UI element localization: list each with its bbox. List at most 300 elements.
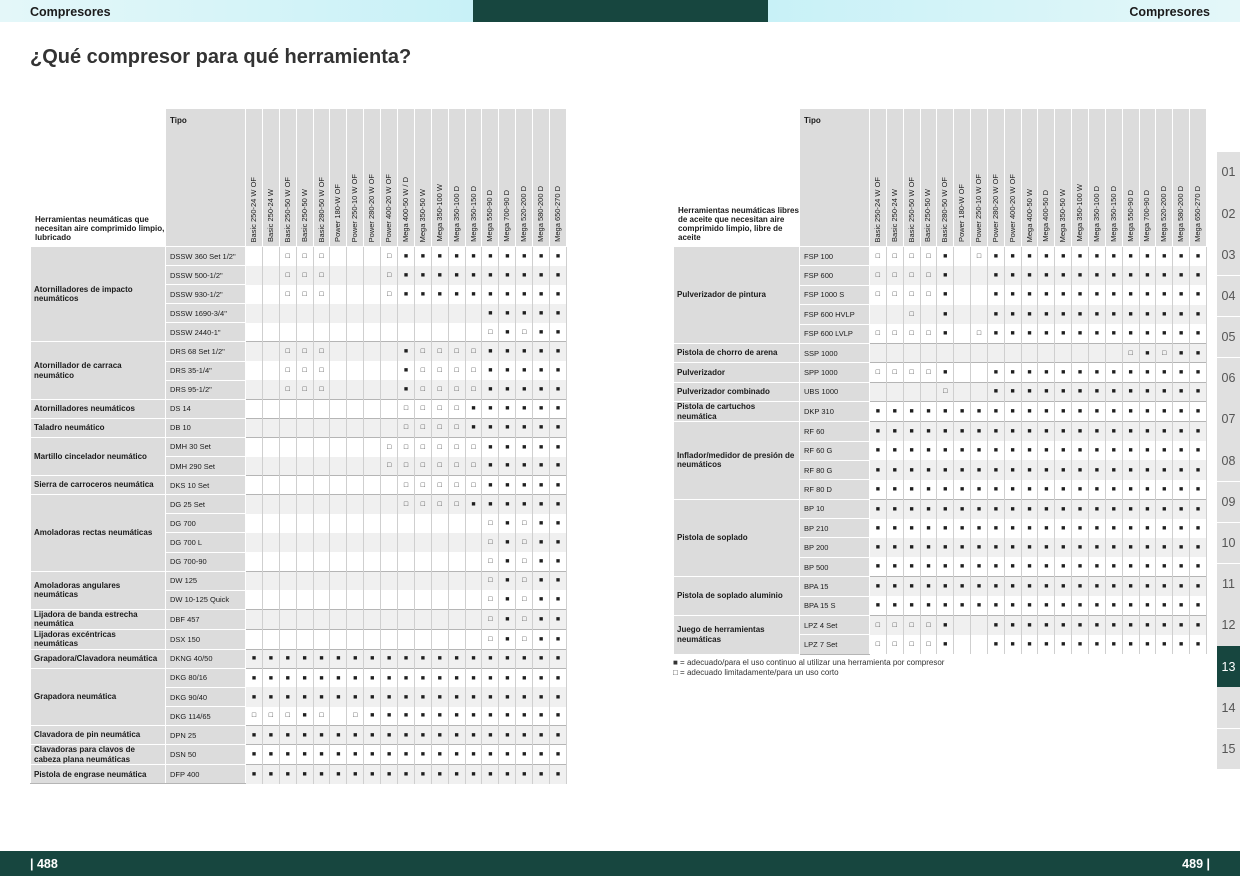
legend-full: ■ = adecuado/para el uso continuo al utilizar una herramienta por compresor — [673, 658, 945, 667]
empty-cell — [279, 418, 296, 437]
legend-empty: □ = adecuado limitadamente/para un uso corto — [673, 668, 839, 677]
suitable-full-mark: ■ — [448, 649, 465, 668]
suitable-full-mark: ■ — [903, 402, 920, 422]
suitable-full-mark: ■ — [499, 609, 516, 629]
suitable-full-mark: ■ — [1055, 402, 1072, 422]
suitable-full-mark: ■ — [1173, 343, 1190, 362]
suitable-full-mark: ■ — [1139, 596, 1156, 615]
suitable-full-mark: ■ — [330, 649, 347, 668]
empty-cell — [262, 514, 279, 533]
suitable-full-mark: ■ — [414, 285, 431, 304]
chapter-tab-13[interactable]: 13 — [1217, 646, 1240, 687]
empty-cell — [364, 437, 381, 456]
suitable-full-mark: ■ — [1156, 616, 1173, 635]
table-corner-label: Herramientas neumáticas que necesitan aire comprimido limpio, lubricado — [31, 109, 166, 247]
suitable-full-mark: ■ — [550, 514, 567, 533]
suitable-limited-mark: □ — [431, 399, 448, 418]
suitable-full-mark: ■ — [1088, 422, 1105, 441]
empty-cell — [330, 514, 347, 533]
suitable-full-mark: ■ — [550, 304, 567, 323]
suitable-full-mark: ■ — [886, 460, 903, 479]
empty-cell — [313, 476, 330, 495]
suitable-full-mark: ■ — [448, 668, 465, 687]
suitable-full-mark: ■ — [398, 687, 415, 706]
empty-cell — [279, 476, 296, 495]
suitable-full-mark: ■ — [414, 247, 431, 266]
suitable-full-mark: ■ — [971, 596, 988, 615]
tool-type: RF 80 D — [800, 480, 870, 499]
empty-cell — [313, 552, 330, 571]
empty-cell — [954, 343, 971, 362]
chapter-tab-09[interactable]: 09 — [1217, 482, 1240, 523]
suitable-full-mark: ■ — [516, 399, 533, 418]
suitable-full-mark: ■ — [431, 707, 448, 726]
empty-cell — [870, 305, 887, 324]
suitable-full-mark: ■ — [499, 687, 516, 706]
empty-cell — [364, 361, 381, 380]
suitable-full-mark: ■ — [381, 668, 398, 687]
suitable-full-mark: ■ — [1004, 402, 1021, 422]
suitable-limited-mark: □ — [279, 266, 296, 285]
empty-cell — [347, 514, 364, 533]
column-header-label: Power 280-20 W OF — [990, 173, 1000, 242]
suitable-full-mark: ■ — [987, 305, 1004, 324]
suitable-full-mark: ■ — [364, 726, 381, 745]
suitable-full-mark: ■ — [465, 399, 482, 418]
suitable-limited-mark: □ — [279, 247, 296, 266]
suitable-full-mark: ■ — [499, 649, 516, 668]
suitable-full-mark: ■ — [313, 726, 330, 745]
suitable-full-mark: ■ — [465, 668, 482, 687]
empty-cell — [364, 266, 381, 285]
suitable-full-mark: ■ — [262, 668, 279, 687]
suitable-full-mark: ■ — [313, 649, 330, 668]
suitable-limited-mark: □ — [448, 418, 465, 437]
empty-cell — [448, 533, 465, 552]
empty-cell — [347, 552, 364, 571]
suitable-full-mark: ■ — [482, 399, 499, 418]
empty-cell — [364, 342, 381, 361]
suitable-full-mark: ■ — [516, 342, 533, 361]
suitable-limited-mark: □ — [971, 247, 988, 266]
column-header — [937, 109, 954, 247]
suitable-full-mark: ■ — [1122, 480, 1139, 499]
chapter-tab-15[interactable]: 15 — [1217, 729, 1240, 770]
suitable-full-mark: ■ — [448, 745, 465, 765]
tool-type: BPA 15 S — [800, 596, 870, 615]
chapter-tab-01[interactable]: 01 — [1217, 152, 1240, 193]
suitable-full-mark: ■ — [1105, 402, 1122, 422]
empty-cell — [262, 571, 279, 590]
chapter-tab-05[interactable]: 05 — [1217, 317, 1240, 358]
suitable-full-mark: ■ — [1072, 441, 1089, 460]
column-header — [971, 109, 988, 247]
table-row — [674, 422, 1207, 441]
column-header — [1139, 109, 1156, 247]
suitable-full-mark: ■ — [516, 687, 533, 706]
empty-cell — [262, 533, 279, 552]
empty-cell — [364, 629, 381, 649]
suitable-full-mark: ■ — [1156, 519, 1173, 538]
empty-cell — [279, 552, 296, 571]
suitable-full-mark: ■ — [448, 266, 465, 285]
suitable-full-mark: ■ — [381, 726, 398, 745]
suitable-full-mark: ■ — [550, 266, 567, 285]
column-header — [920, 109, 937, 247]
empty-cell — [1038, 343, 1055, 362]
suitable-full-mark: ■ — [937, 441, 954, 460]
suitable-full-mark: ■ — [1038, 519, 1055, 538]
suitable-limited-mark: □ — [516, 629, 533, 649]
suitable-full-mark: ■ — [499, 668, 516, 687]
tool-type: DBF 457 — [166, 609, 246, 629]
suitable-full-mark: ■ — [431, 285, 448, 304]
suitable-limited-mark: □ — [465, 361, 482, 380]
suitable-full-mark: ■ — [1156, 499, 1173, 518]
suitable-full-mark: ■ — [1021, 285, 1038, 304]
suitable-full-mark: ■ — [1072, 247, 1089, 266]
suitable-full-mark: ■ — [431, 687, 448, 706]
suitable-full-mark: ■ — [1004, 616, 1021, 635]
empty-cell — [262, 361, 279, 380]
chapter-tab-08[interactable]: 08 — [1217, 440, 1240, 481]
empty-cell — [330, 571, 347, 590]
suitable-full-mark: ■ — [1139, 266, 1156, 285]
suitable-full-mark: ■ — [533, 745, 550, 765]
suitable-full-mark: ■ — [330, 668, 347, 687]
empty-cell — [330, 380, 347, 399]
suitable-limited-mark: □ — [903, 635, 920, 654]
suitable-full-mark: ■ — [499, 571, 516, 590]
chapter-tab-11[interactable]: 11 — [1217, 564, 1240, 605]
empty-cell — [330, 399, 347, 418]
empty-cell — [364, 247, 381, 266]
suitable-limited-mark: □ — [465, 457, 482, 476]
suitable-full-mark: ■ — [1004, 324, 1021, 343]
table-row — [31, 476, 567, 495]
tool-type: DPN 25 — [166, 726, 246, 745]
suitable-full-mark: ■ — [971, 441, 988, 460]
suitable-full-mark: ■ — [313, 765, 330, 784]
tool-group-name: Pistola de chorro de arena — [674, 343, 800, 362]
suitable-full-mark: ■ — [482, 437, 499, 456]
tool-group-name: Pistola de cartuchos neumática — [674, 402, 800, 422]
suitable-full-mark: ■ — [920, 538, 937, 557]
empty-cell — [330, 609, 347, 629]
empty-cell — [398, 571, 415, 590]
tool-type: LPZ 7 Set — [800, 635, 870, 654]
empty-cell — [381, 476, 398, 495]
suitable-limited-mark: □ — [903, 247, 920, 266]
suitable-full-mark: ■ — [886, 538, 903, 557]
suitable-limited-mark: □ — [516, 533, 533, 552]
suitable-full-mark: ■ — [1105, 324, 1122, 343]
suitable-full-mark: ■ — [550, 552, 567, 571]
empty-cell — [330, 266, 347, 285]
suitable-full-mark: ■ — [1173, 538, 1190, 557]
suitable-limited-mark: □ — [482, 323, 499, 342]
suitable-full-mark: ■ — [1072, 596, 1089, 615]
column-header — [1122, 109, 1139, 247]
empty-cell — [330, 247, 347, 266]
suitable-full-mark: ■ — [1004, 460, 1021, 479]
suitable-full-mark: ■ — [533, 323, 550, 342]
column-header-label: Power 280-20 W OF — [367, 173, 377, 242]
empty-cell — [381, 342, 398, 361]
empty-cell — [296, 514, 313, 533]
suitable-full-mark: ■ — [533, 266, 550, 285]
suitable-full-mark: ■ — [903, 596, 920, 615]
empty-cell — [937, 343, 954, 362]
suitable-full-mark: ■ — [1038, 382, 1055, 401]
suitable-limited-mark: □ — [516, 609, 533, 629]
tool-type: DMH 290 Set — [166, 457, 246, 476]
chapter-tab-04[interactable]: 04 — [1217, 276, 1240, 317]
compressor-table-right — [673, 108, 1207, 655]
suitable-full-mark: ■ — [1122, 596, 1139, 615]
suitable-full-mark: ■ — [1173, 324, 1190, 343]
suitable-full-mark: ■ — [1021, 480, 1038, 499]
empty-cell — [246, 437, 263, 456]
suitable-full-mark: ■ — [1173, 422, 1190, 441]
suitable-full-mark: ■ — [920, 441, 937, 460]
empty-cell — [347, 457, 364, 476]
table-row — [31, 609, 567, 629]
column-header-label: Mega 520-200 D — [519, 186, 529, 242]
suitable-full-mark: ■ — [1088, 266, 1105, 285]
suitable-full-mark: ■ — [1122, 402, 1139, 422]
tool-type: FSP 600 LVLP — [800, 324, 870, 343]
empty-cell — [886, 305, 903, 324]
suitable-full-mark: ■ — [398, 726, 415, 745]
chapter-tab-10[interactable]: 10 — [1217, 523, 1240, 564]
empty-cell — [347, 285, 364, 304]
suitable-limited-mark: □ — [279, 342, 296, 361]
suitable-full-mark: ■ — [296, 668, 313, 687]
suitable-full-mark: ■ — [246, 745, 263, 765]
chapter-tab-03[interactable]: 03 — [1217, 234, 1240, 275]
suitable-full-mark: ■ — [296, 745, 313, 765]
suitable-full-mark: ■ — [987, 324, 1004, 343]
empty-cell — [971, 382, 988, 401]
suitable-full-mark: ■ — [971, 557, 988, 576]
column-header-label: Mega 350-100 D — [1091, 186, 1101, 242]
suitable-full-mark: ■ — [465, 726, 482, 745]
suitable-limited-mark: □ — [903, 363, 920, 382]
suitable-full-mark: ■ — [1088, 305, 1105, 324]
tool-type: FSP 100 — [800, 247, 870, 266]
chapter-tab-14[interactable]: 14 — [1217, 687, 1240, 728]
column-header — [1004, 109, 1021, 247]
suitable-limited-mark: □ — [920, 635, 937, 654]
chapter-tab-02[interactable]: 02 — [1217, 193, 1240, 234]
empty-cell — [246, 609, 263, 629]
suitable-full-mark: ■ — [886, 557, 903, 576]
empty-cell — [414, 304, 431, 323]
suitable-full-mark: ■ — [1190, 557, 1207, 576]
suitable-full-mark: ■ — [482, 726, 499, 745]
tool-group-name: Juego de herramientas neumáticas — [674, 616, 800, 655]
suitable-full-mark: ■ — [1004, 363, 1021, 382]
tool-group-name: Amoladoras rectas neumáticas — [31, 495, 166, 571]
empty-cell — [296, 552, 313, 571]
suitable-full-mark: ■ — [1139, 557, 1156, 576]
suitable-limited-mark: □ — [381, 457, 398, 476]
suitable-full-mark: ■ — [296, 649, 313, 668]
suitable-full-mark: ■ — [1105, 266, 1122, 285]
suitable-full-mark: ■ — [246, 649, 263, 668]
empty-cell — [347, 247, 364, 266]
suitable-full-mark: ■ — [262, 649, 279, 668]
suitable-full-mark: ■ — [1139, 305, 1156, 324]
empty-cell — [465, 323, 482, 342]
suitable-full-mark: ■ — [262, 745, 279, 765]
suitable-limited-mark: □ — [398, 437, 415, 456]
suitable-full-mark: ■ — [296, 707, 313, 726]
empty-cell — [262, 552, 279, 571]
chapter-tab-06[interactable]: 06 — [1217, 358, 1240, 399]
empty-cell — [954, 363, 971, 382]
suitable-full-mark: ■ — [1156, 266, 1173, 285]
suitable-full-mark: ■ — [499, 437, 516, 456]
suitable-full-mark: ■ — [482, 342, 499, 361]
suitable-full-mark: ■ — [1105, 247, 1122, 266]
suitable-full-mark: ■ — [533, 609, 550, 629]
empty-cell — [431, 609, 448, 629]
suitable-full-mark: ■ — [550, 285, 567, 304]
suitable-full-mark: ■ — [533, 304, 550, 323]
suitable-full-mark: ■ — [1173, 480, 1190, 499]
suitable-full-mark: ■ — [1190, 285, 1207, 304]
chapter-tab-12[interactable]: 12 — [1217, 605, 1240, 646]
tool-type: DG 700 L — [166, 533, 246, 552]
suitable-full-mark: ■ — [1055, 285, 1072, 304]
suitable-full-mark: ■ — [330, 765, 347, 784]
table-row — [31, 495, 567, 514]
empty-cell — [1088, 343, 1105, 362]
tool-group-name: Pistola de soplado aluminio — [674, 577, 800, 616]
suitable-full-mark: ■ — [1156, 324, 1173, 343]
suitable-limited-mark: □ — [448, 437, 465, 456]
tool-type: DKNG 40/50 — [166, 649, 246, 668]
suitable-full-mark: ■ — [499, 418, 516, 437]
suitable-full-mark: ■ — [1088, 382, 1105, 401]
suitable-full-mark: ■ — [920, 557, 937, 576]
empty-cell — [381, 304, 398, 323]
suitable-full-mark: ■ — [448, 765, 465, 784]
suitable-full-mark: ■ — [954, 422, 971, 441]
column-header — [313, 109, 330, 247]
suitable-full-mark: ■ — [364, 687, 381, 706]
suitable-full-mark: ■ — [937, 538, 954, 557]
suitable-full-mark: ■ — [279, 745, 296, 765]
top-bar-left-accent — [473, 0, 620, 22]
empty-cell — [296, 571, 313, 590]
suitable-full-mark: ■ — [347, 649, 364, 668]
suitable-full-mark: ■ — [550, 726, 567, 745]
column-header — [533, 109, 550, 247]
empty-cell — [364, 418, 381, 437]
suitable-full-mark: ■ — [1021, 577, 1038, 596]
empty-cell — [954, 285, 971, 304]
suitable-full-mark: ■ — [1190, 324, 1207, 343]
suitable-limited-mark: □ — [381, 285, 398, 304]
column-header-label: Power 180-W OF — [957, 184, 967, 242]
suitable-full-mark: ■ — [499, 361, 516, 380]
suitable-full-mark: ■ — [1156, 441, 1173, 460]
tool-type: DRS 68 Set 1/2" — [166, 342, 246, 361]
suitable-full-mark: ■ — [1055, 247, 1072, 266]
suitable-limited-mark: □ — [448, 457, 465, 476]
suitable-full-mark: ■ — [465, 418, 482, 437]
empty-cell — [330, 437, 347, 456]
page-number-right: 489 | — [1182, 857, 1210, 871]
chapter-tab-07[interactable]: 07 — [1217, 399, 1240, 440]
tool-type: DSSW 930-1/2" — [166, 285, 246, 304]
suitable-full-mark: ■ — [870, 480, 887, 499]
empty-cell — [296, 629, 313, 649]
suitable-full-mark: ■ — [1004, 557, 1021, 576]
empty-cell — [364, 495, 381, 514]
tool-type: LPZ 4 Set — [800, 616, 870, 635]
empty-cell — [246, 418, 263, 437]
suitable-limited-mark: □ — [381, 437, 398, 456]
tool-type: DKG 80/16 — [166, 668, 246, 687]
empty-cell — [262, 437, 279, 456]
suitable-full-mark: ■ — [903, 557, 920, 576]
table-row — [674, 247, 1207, 266]
suitable-full-mark: ■ — [414, 765, 431, 784]
empty-cell — [381, 380, 398, 399]
suitable-full-mark: ■ — [246, 765, 263, 784]
suitable-limited-mark: □ — [398, 457, 415, 476]
suitable-full-mark: ■ — [1038, 402, 1055, 422]
suitable-full-mark: ■ — [330, 726, 347, 745]
suitable-limited-mark: □ — [886, 324, 903, 343]
suitable-limited-mark: □ — [903, 324, 920, 343]
table-row — [674, 499, 1207, 518]
suitable-full-mark: ■ — [296, 726, 313, 745]
suitable-full-mark: ■ — [870, 557, 887, 576]
tool-group-name: Amoladoras angulares neumáticas — [31, 571, 166, 609]
suitable-full-mark: ■ — [499, 285, 516, 304]
column-header — [330, 109, 347, 247]
suitable-full-mark: ■ — [364, 649, 381, 668]
column-header-label: Basic 250-24 W OF — [248, 176, 258, 242]
empty-cell — [347, 399, 364, 418]
tool-group-name: Pulverizador combinado — [674, 382, 800, 401]
tool-type: DSSW 360 Set 1/2" — [166, 247, 246, 266]
suitable-limited-mark: □ — [448, 361, 465, 380]
empty-cell — [296, 476, 313, 495]
suitable-full-mark: ■ — [296, 687, 313, 706]
suitable-full-mark: ■ — [1004, 538, 1021, 557]
suitable-full-mark: ■ — [516, 495, 533, 514]
suitable-limited-mark: □ — [482, 533, 499, 552]
empty-cell — [330, 590, 347, 609]
empty-cell — [313, 304, 330, 323]
empty-cell — [246, 629, 263, 649]
suitable-full-mark: ■ — [1021, 402, 1038, 422]
suitable-limited-mark: □ — [313, 707, 330, 726]
empty-cell — [398, 609, 415, 629]
suitable-limited-mark: □ — [414, 457, 431, 476]
suitable-full-mark: ■ — [886, 402, 903, 422]
suitable-full-mark: ■ — [1173, 285, 1190, 304]
suitable-full-mark: ■ — [1173, 635, 1190, 654]
tool-type: FSP 1000 S — [800, 285, 870, 304]
suitable-full-mark: ■ — [1190, 422, 1207, 441]
